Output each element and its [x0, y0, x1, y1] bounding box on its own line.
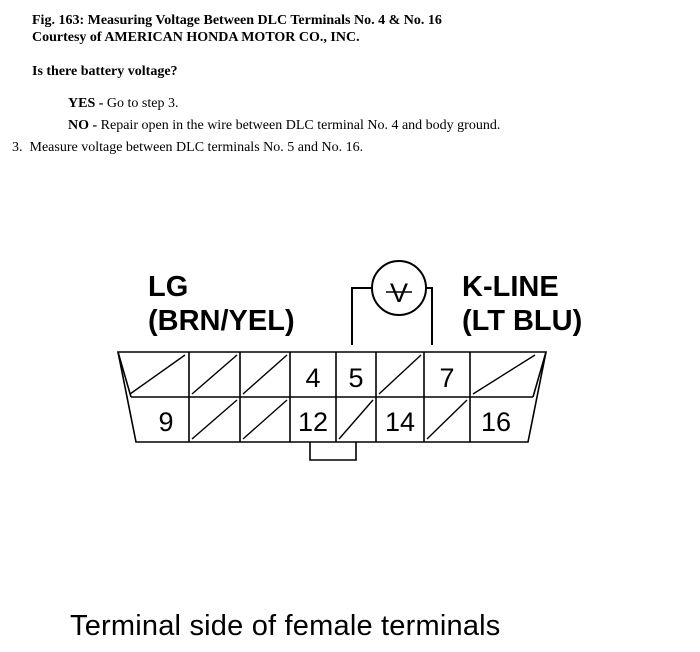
hatch-mark: [243, 400, 287, 439]
pin-label-16: 16: [480, 407, 512, 437]
voltmeter-lead-left: [352, 288, 372, 345]
hatch-mark: [243, 355, 287, 394]
pin-label-9: 9: [158, 407, 174, 437]
step-text: Measure voltage between DLC terminals No. 5 and No. 16.: [29, 140, 364, 155]
question-text: Is there battery voltage?: [32, 64, 178, 79]
hatch-mark: [473, 355, 535, 394]
yes-text: Go to step 3.: [103, 96, 179, 111]
pin-label-12: 12: [297, 407, 329, 437]
connector-edge-left-top: [118, 352, 131, 397]
diagram-caption: Terminal side of female terminals: [70, 610, 501, 642]
voltmeter-lead-right: [426, 288, 432, 345]
figure-title-line1: Fig. 163: Measuring Voltage Between DLC Terminals No. 4 & No. 16: [32, 13, 442, 28]
hatch-mark: [192, 400, 237, 439]
hatch-mark: [427, 400, 467, 439]
hatch-mark: [192, 355, 237, 394]
yes-key: YES -: [68, 96, 104, 111]
left-wire-label: LG: [148, 271, 189, 303]
step-number: 3.: [12, 140, 23, 155]
no-text: Repair open in the wire between DLC terminal No. 4 and body ground.: [97, 118, 501, 133]
voltmeter: [352, 261, 432, 345]
voltmeter-symbol: V: [389, 278, 409, 308]
pin-label-5: 5: [348, 363, 364, 393]
hatch-mark: [339, 400, 373, 439]
left-wire-color-label: (BRN/YEL): [148, 305, 295, 337]
hatch-mark: [130, 355, 185, 394]
right-wire-label: K-LINE: [462, 271, 559, 303]
pin-label-4: 4: [305, 363, 321, 393]
dlc-connector: [118, 352, 546, 460]
pin-label-14: 14: [384, 407, 416, 437]
right-wire-color-label: (LT BLU): [462, 305, 583, 337]
figure-credit-line: Courtesy of AMERICAN HONDA MOTOR CO., INC.: [32, 30, 360, 45]
hatch-mark: [379, 355, 421, 394]
no-key: NO -: [68, 118, 98, 133]
connector-key-tab: [310, 442, 356, 460]
connector-edge-right-top: [533, 352, 546, 397]
pin-label-7: 7: [439, 363, 455, 393]
